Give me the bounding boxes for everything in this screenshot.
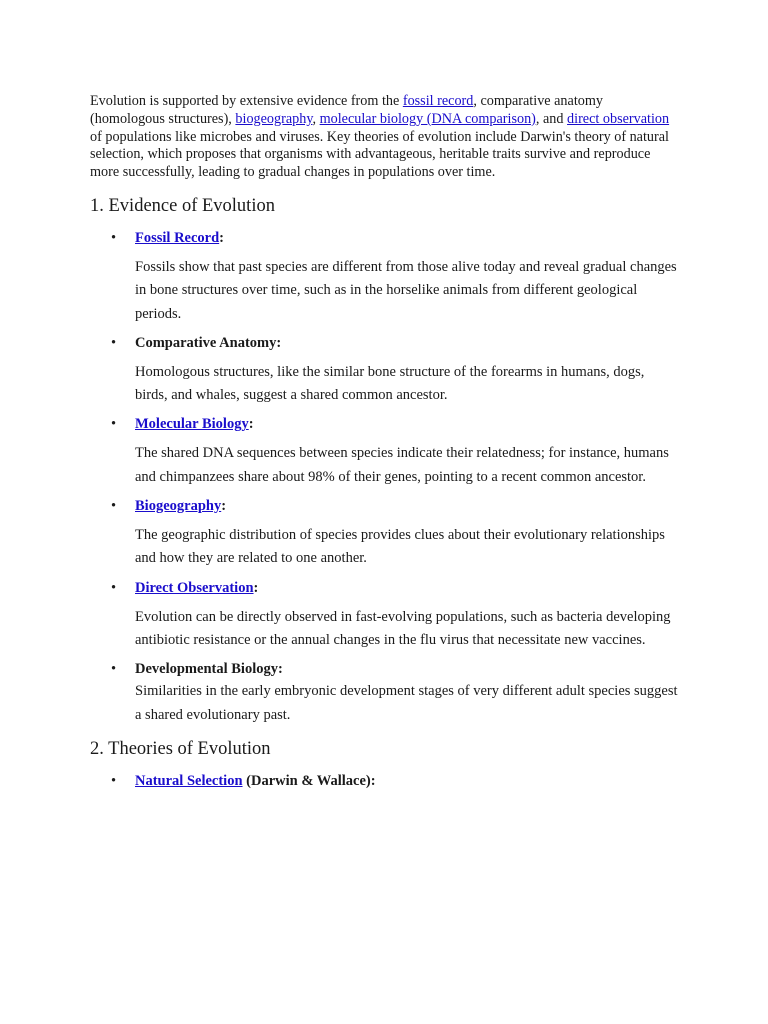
bullet-icon: • [111, 661, 117, 678]
item-title [135, 415, 680, 433]
direct-observation-link[interactable]: direct observation [567, 110, 670, 127]
fossil-record-title-link[interactable]: Fossil Record [135, 229, 220, 246]
list-item [90, 415, 680, 489]
section-heading-evidence: 1. Evidence of Evolution [90, 195, 275, 216]
intro-text-3: , [312, 110, 320, 127]
list-item [90, 334, 680, 408]
molecular-biology-title-link[interactable]: Molecular Biology [135, 416, 249, 433]
section-heading-theories: 2. Theories of Evolution [90, 738, 271, 759]
item-title [135, 579, 680, 597]
item-description: Fossils show that past species are different from those alive today and reveal gradual changes in bone structures over time, such as in the horselike animals from different geological periods. [135, 258, 677, 322]
list-item [90, 772, 680, 790]
evidence-list [90, 229, 680, 727]
intro-paragraph [90, 93, 680, 182]
biogeography-link[interactable]: biogeography [235, 110, 313, 127]
title-colon: : [253, 579, 259, 596]
document-page [90, 93, 680, 790]
intro-text-4: , and [535, 110, 568, 127]
bullet-icon: • [111, 334, 117, 351]
list-item [90, 579, 680, 653]
item-description: The geographic distribution of species provides clues about their evolutionary relationships and how they are related to one another. [135, 527, 665, 567]
bullet-icon: • [111, 579, 117, 596]
theories-list [90, 772, 680, 790]
bullet-icon: • [111, 772, 117, 789]
list-item [90, 660, 680, 727]
item-description: Homologous structures, like the similar bone structure of the forearms in humans, dogs, birds, and whales, suggest a shared common ancestor. [135, 363, 645, 404]
item-title: Developmental Biology: [135, 661, 283, 678]
item-title-suffix: (Darwin & Wallace): [242, 772, 376, 789]
title-colon: : [221, 498, 227, 515]
bullet-icon: • [111, 416, 117, 433]
item-description: Evolution can be directly observed in fast-evolving populations, such as bacteria developing antibiotic resistance or the annual changes in the flu virus that necessitate new vaccines. [135, 608, 671, 648]
item-title [135, 229, 680, 247]
list-item [90, 497, 680, 571]
fossil-record-link[interactable]: fossil record [402, 93, 474, 109]
item-title [135, 772, 680, 790]
molecular-biology-link[interactable]: molecular biology (DNA comparison) [319, 110, 536, 127]
biogeography-title-link[interactable]: Biogeography [135, 498, 222, 515]
intro-text-5: of populations like microbes and viruses. Key theories of evolution include Darwin's theory of natural selection, which proposes that organisms with advantageous, heritable traits survive and reproduce more successfully, leading to gradual changes in populations over time. [90, 128, 669, 181]
title-colon: : [248, 416, 254, 433]
item-description: The shared DNA sequences between species indicate their relatedness; for instance, humans and chimpanzees share about 98% of their genes, pointing to a recent common ancestor. [135, 445, 669, 485]
title-colon: : [219, 229, 225, 246]
intro-text-2: , comparative anatomy (homologous structures), [90, 93, 603, 127]
bullet-icon: • [111, 498, 117, 515]
item-title [135, 497, 680, 515]
natural-selection-title-link[interactable]: Natural Selection [135, 772, 243, 789]
list-item [90, 229, 680, 326]
intro-text-1: Evolution is supported by extensive evidence from the [90, 93, 403, 109]
item-description: Similarities in the early embryonic development stages of very different adult species suggest a shared evolutionary past. [135, 683, 678, 723]
direct-observation-title-link[interactable]: Direct Observation [135, 579, 254, 596]
item-title: Comparative Anatomy: [135, 334, 282, 351]
bullet-icon: • [111, 229, 117, 246]
